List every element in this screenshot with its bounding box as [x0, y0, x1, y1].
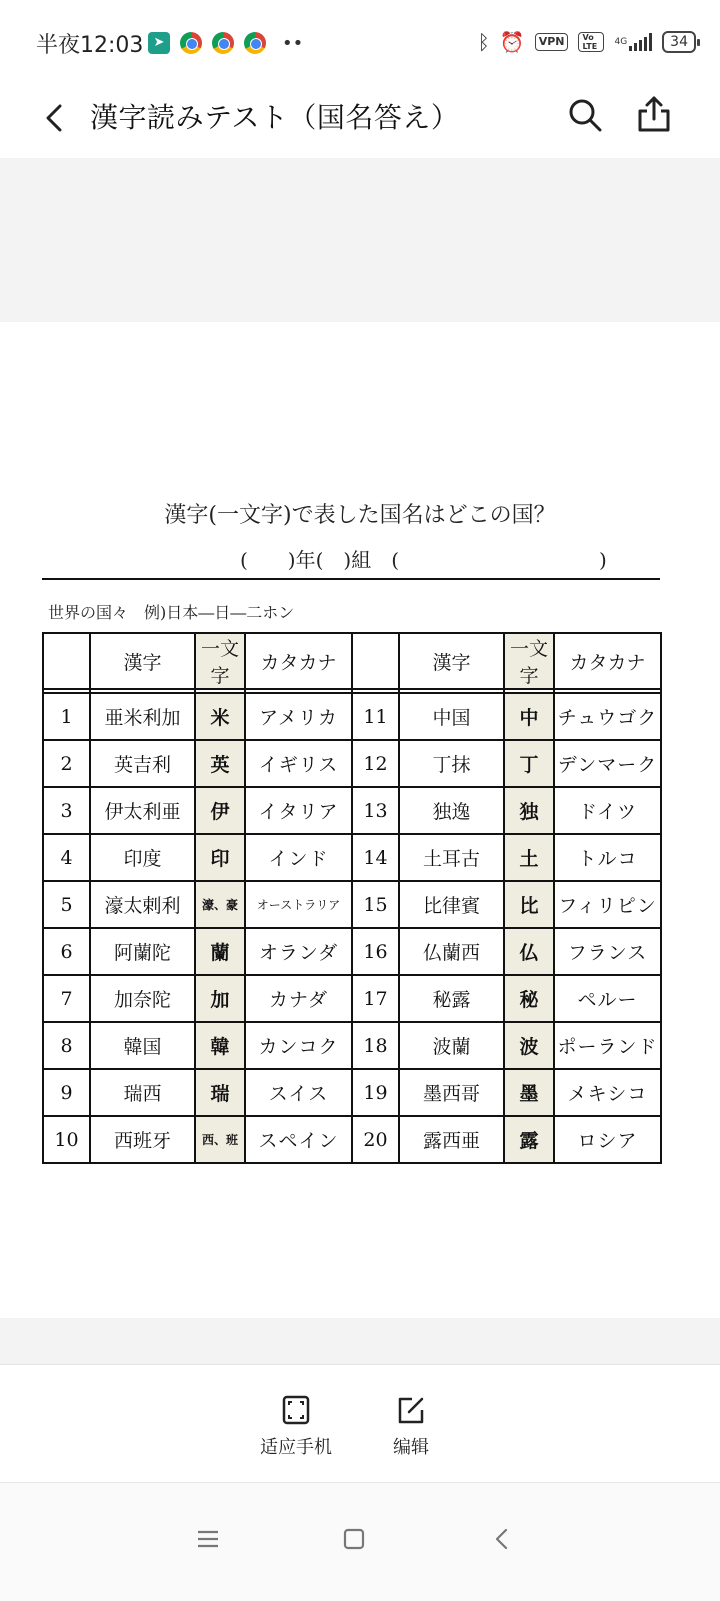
home-icon[interactable] [340, 1525, 368, 1553]
header-one-char: 一文字 [504, 633, 554, 689]
one-char-answer: 瑞 [195, 1069, 245, 1116]
row-number: 11 [352, 693, 399, 740]
battery-icon: 34 [662, 31, 696, 53]
status-time: 半夜12:03 [36, 33, 144, 58]
header-kanji: 漢字 [399, 633, 504, 689]
row-number: 10 [43, 1116, 90, 1163]
country-kanji: 中国 [399, 693, 504, 740]
telegram-icon: ➤ [148, 32, 170, 54]
back-arrow-icon[interactable] [38, 100, 74, 136]
document-bottom-margin [0, 1318, 720, 1364]
one-char-answer: 丁 [504, 740, 554, 787]
katakana-answer: ペルー [554, 975, 661, 1022]
network-type: 4G [614, 37, 628, 47]
table-row [43, 975, 661, 1022]
one-char-answer: 秘 [504, 975, 554, 1022]
volte-badge: Vo LTE [578, 32, 604, 52]
katakana-answer: オランダ [245, 928, 352, 975]
country-kanji: 阿蘭陀 [90, 928, 195, 975]
document-page[interactable] [0, 322, 720, 1318]
country-kanji: 丁抹 [399, 740, 504, 787]
alarm-icon: ⏰ [499, 30, 525, 54]
fit-screen-icon [281, 1395, 311, 1425]
katakana-answer: ポーランド [554, 1022, 661, 1069]
katakana-answer: フィリピン [554, 881, 661, 928]
katakana-answer: デンマーク [554, 740, 661, 787]
row-number: 5 [43, 881, 90, 928]
worksheet-subtitle: 世界の国々 例)日本―日―二ホン [48, 603, 295, 622]
one-char-answer: 土 [504, 834, 554, 881]
katakana-answer: スイス [245, 1069, 352, 1116]
bottom-toolbar [0, 1364, 720, 1483]
country-kanji: 西班牙 [90, 1116, 195, 1163]
table-row [43, 740, 661, 787]
header-kanji: 漢字 [90, 633, 195, 689]
country-kanji: 瑞西 [90, 1069, 195, 1116]
one-char-answer: 印 [195, 834, 245, 881]
one-char-answer: 独 [504, 787, 554, 834]
katakana-answer: メキシコ [554, 1069, 661, 1116]
table-row [43, 1069, 661, 1116]
header-number [43, 633, 90, 689]
country-kanji: 露西亜 [399, 1116, 504, 1163]
table-row [43, 693, 661, 740]
edit-label: 编辑 [393, 1437, 429, 1458]
katakana-answer: カンコク [245, 1022, 352, 1069]
katakana-answer: インド [245, 834, 352, 881]
table-header-row [43, 633, 661, 689]
menu-icon[interactable] [194, 1525, 222, 1553]
one-char-answer: 波 [504, 1022, 554, 1069]
row-number: 12 [352, 740, 399, 787]
table-row [43, 834, 661, 881]
worksheet-title: 漢字(一文字)で表した国名はどこの国？ [164, 503, 556, 528]
country-kanji: 土耳古 [399, 834, 504, 881]
bluetooth-icon: ᛒ [477, 30, 490, 54]
country-kanji: 亜米利加 [90, 693, 195, 740]
app-bar [0, 86, 720, 158]
table-row [43, 928, 661, 975]
katakana-answer: アメリカ [245, 693, 352, 740]
country-kanji-table [42, 632, 662, 1164]
vpn-badge: VPN [535, 33, 569, 51]
country-kanji: 印度 [90, 834, 195, 881]
row-number: 18 [352, 1022, 399, 1069]
country-kanji: 仏蘭西 [399, 928, 504, 975]
country-kanji: 波蘭 [399, 1022, 504, 1069]
header-katakana: カタカナ [554, 633, 661, 689]
header-katakana: カタカナ [245, 633, 352, 689]
one-char-answer: 比 [504, 881, 554, 928]
one-char-answer: 濠、豪 [195, 881, 245, 928]
katakana-answer: スペイン [245, 1116, 352, 1163]
one-char-answer: 中 [504, 693, 554, 740]
table-row [43, 881, 661, 928]
chrome-icon [212, 32, 234, 54]
one-char-answer: 露 [504, 1116, 554, 1163]
row-number: 9 [43, 1069, 90, 1116]
row-number: 16 [352, 928, 399, 975]
katakana-answer: オーストラリア [245, 881, 352, 928]
katakana-answer: トルコ [554, 834, 661, 881]
fit-screen-button[interactable] [256, 1395, 336, 1459]
country-kanji: 濠太剌利 [90, 881, 195, 928]
row-number: 14 [352, 834, 399, 881]
system-nav-bar [0, 1482, 720, 1601]
row-number: 13 [352, 787, 399, 834]
country-kanji: 加奈陀 [90, 975, 195, 1022]
country-kanji: 独逸 [399, 787, 504, 834]
table-row [43, 787, 661, 834]
row-number: 19 [352, 1069, 399, 1116]
katakana-answer: チュウゴク [554, 693, 661, 740]
share-icon[interactable] [634, 94, 674, 134]
header-one-char: 一文字 [195, 633, 245, 689]
country-kanji: 墨西哥 [399, 1069, 504, 1116]
one-char-answer: 西、班 [195, 1116, 245, 1163]
katakana-answer: ロシア [554, 1116, 661, 1163]
edit-button[interactable] [386, 1395, 436, 1459]
country-kanji: 秘露 [399, 975, 504, 1022]
country-kanji: 比律賓 [399, 881, 504, 928]
katakana-answer: カナダ [245, 975, 352, 1022]
notification-icons [148, 32, 303, 54]
one-char-answer: 加 [195, 975, 245, 1022]
katakana-answer: フランス [554, 928, 661, 975]
country-kanji: 韓国 [90, 1022, 195, 1069]
one-char-answer: 伊 [195, 787, 245, 834]
row-number: 4 [43, 834, 90, 881]
more-dots-icon: •• [282, 32, 304, 54]
table-row [43, 1116, 661, 1163]
one-char-answer: 韓 [195, 1022, 245, 1069]
one-char-answer: 蘭 [195, 928, 245, 975]
katakana-answer: イギリス [245, 740, 352, 787]
row-number: 8 [43, 1022, 90, 1069]
row-number: 17 [352, 975, 399, 1022]
one-char-answer: 墨 [504, 1069, 554, 1116]
one-char-answer: 英 [195, 740, 245, 787]
row-number: 3 [43, 787, 90, 834]
header-number [352, 633, 399, 689]
edit-icon [396, 1395, 426, 1425]
chrome-icon [180, 32, 202, 54]
document-top-margin [0, 158, 720, 322]
row-number: 15 [352, 881, 399, 928]
row-number: 6 [43, 928, 90, 975]
system-icons [478, 30, 696, 54]
back-icon[interactable] [488, 1525, 516, 1553]
row-number: 7 [43, 975, 90, 1022]
row-number: 1 [43, 693, 90, 740]
one-char-answer: 米 [195, 693, 245, 740]
page-title: 漢字読みテスト（国名答え） [90, 101, 460, 134]
class-name-line: ( )年( )組 ( ) [240, 548, 607, 572]
katakana-answer: イタリア [245, 787, 352, 834]
chrome-icon [244, 32, 266, 54]
search-icon[interactable] [566, 96, 604, 134]
katakana-answer: ドイツ [554, 787, 661, 834]
table-row [43, 1022, 661, 1069]
one-char-answer: 仏 [504, 928, 554, 975]
divider [42, 578, 660, 580]
country-kanji: 伊太利亜 [90, 787, 195, 834]
signal-icon [629, 33, 652, 51]
row-number: 2 [43, 740, 90, 787]
country-kanji: 英吉利 [90, 740, 195, 787]
fit-screen-label: 适应手机 [260, 1437, 332, 1458]
row-number: 20 [352, 1116, 399, 1163]
status-bar [0, 0, 720, 86]
